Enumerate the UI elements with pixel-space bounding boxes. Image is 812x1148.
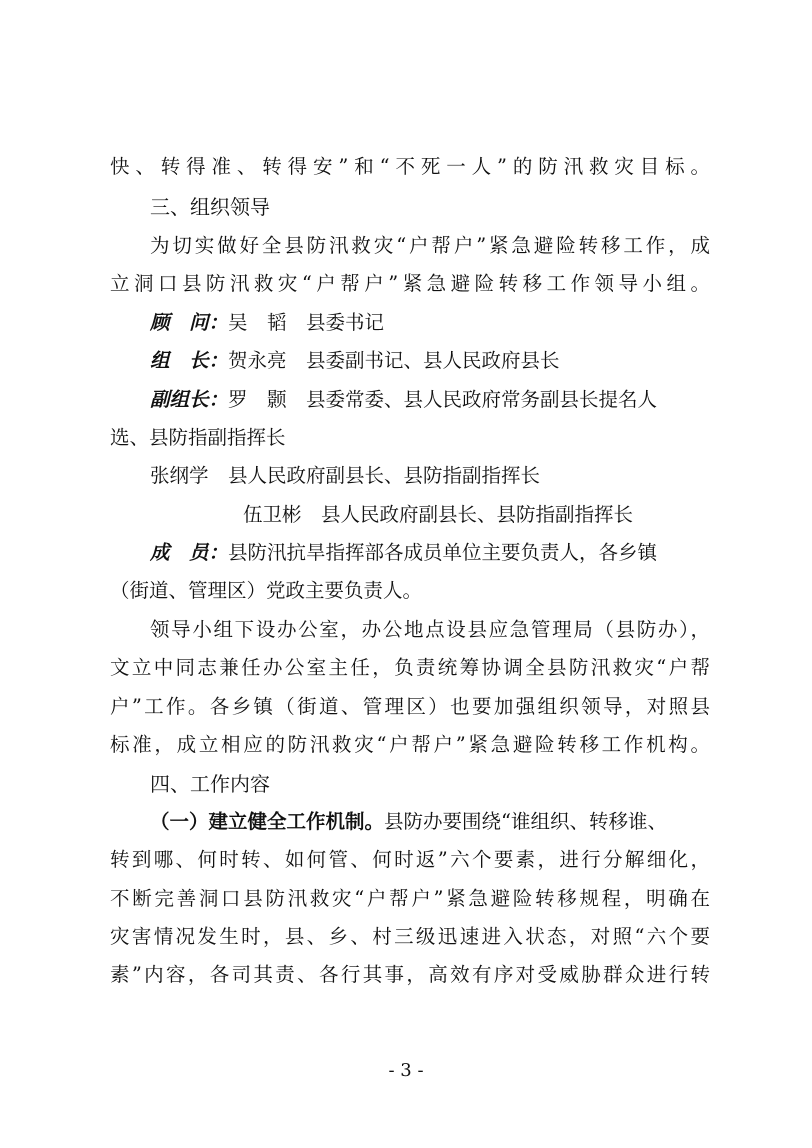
paragraph-line: 标准，成立相应的防汛救灾“户帮户”紧急避险转移工作机构。 [110,733,710,756]
page-number: - 3 - [388,1060,424,1081]
leader-label: 组 长： [150,349,229,372]
deputy-row-2: 张纲学 县人民政府副县长、县防指副指挥长 [150,464,541,487]
paragraph-line: 领导小组下设办公室，办公地点设县应急管理局（县防办）， [150,618,710,641]
subheading-inline: （一）建立健全工作机制。 [150,810,385,833]
paragraph-line: 不断完善洞口县防汛救灾“户帮户”紧急避险转移规程，明确在 [110,887,710,910]
paragraph-line: 灾害情况发生时，县、乡、村三级迅速进入状态，对照“六个要 [110,925,710,948]
member-row [150,539,657,567]
paragraph-line: 户”工作。各乡镇（街道、管理区）也要加强组织领导，对照县 [110,695,710,718]
paragraph-line: 立洞口县防汛救灾“户帮户”紧急避险转移工作领导小组。 [110,272,710,295]
advisor-text: 吴 韬 县委书记 [228,311,385,334]
advisor-label: 顾 问： [150,311,229,334]
paragraph-line: （街道、管理区）党政主要负责人。 [110,579,423,602]
paragraph-line: 快、转得准、转得安”和“不死一人”的防汛救灾目标。 [110,155,710,178]
deputy-label: 副组长： [150,388,229,411]
paragraph-line [150,808,710,836]
paragraph-line: 转到哪、何时转、如何管、何时返”六个要素，进行分解细化， [110,848,710,871]
section-heading-4: 四、工作内容 [150,772,270,796]
section-heading-3: 三、组织领导 [150,195,270,219]
paragraph-line: 为切实做好全县防汛救灾“户帮户”紧急避险转移工作，成 [150,234,710,257]
paragraph-line: 文立中同志兼任办公室主任，负责统筹协调全县防汛救灾“户帮 [110,656,710,679]
member-text: 县防汛抗旱指挥部各成员单位主要负责人，各乡镇 [228,541,658,564]
deputy-row [150,386,710,414]
paragraph-line: 素”内容，各司其责、各行其事，高效有序对受威胁群众进行转 [110,963,710,986]
advisor-row [150,309,384,337]
leader-text: 贺永亮 县委副书记、县人民政府县长 [228,349,560,372]
paragraph-line: 选、县防指副指挥长 [110,426,286,449]
paragraph-text: 县防办要围绕“谁组织、转移谁、 [384,810,667,833]
deputy-text: 罗 颢 县委常委、县人民政府常务副县长提名人 [228,388,658,411]
member-label: 成 员： [150,541,229,564]
leader-row [150,347,560,375]
deputy-row-3: 伍卫彬 县人民政府副县长、县防指副指挥长 [243,503,634,526]
